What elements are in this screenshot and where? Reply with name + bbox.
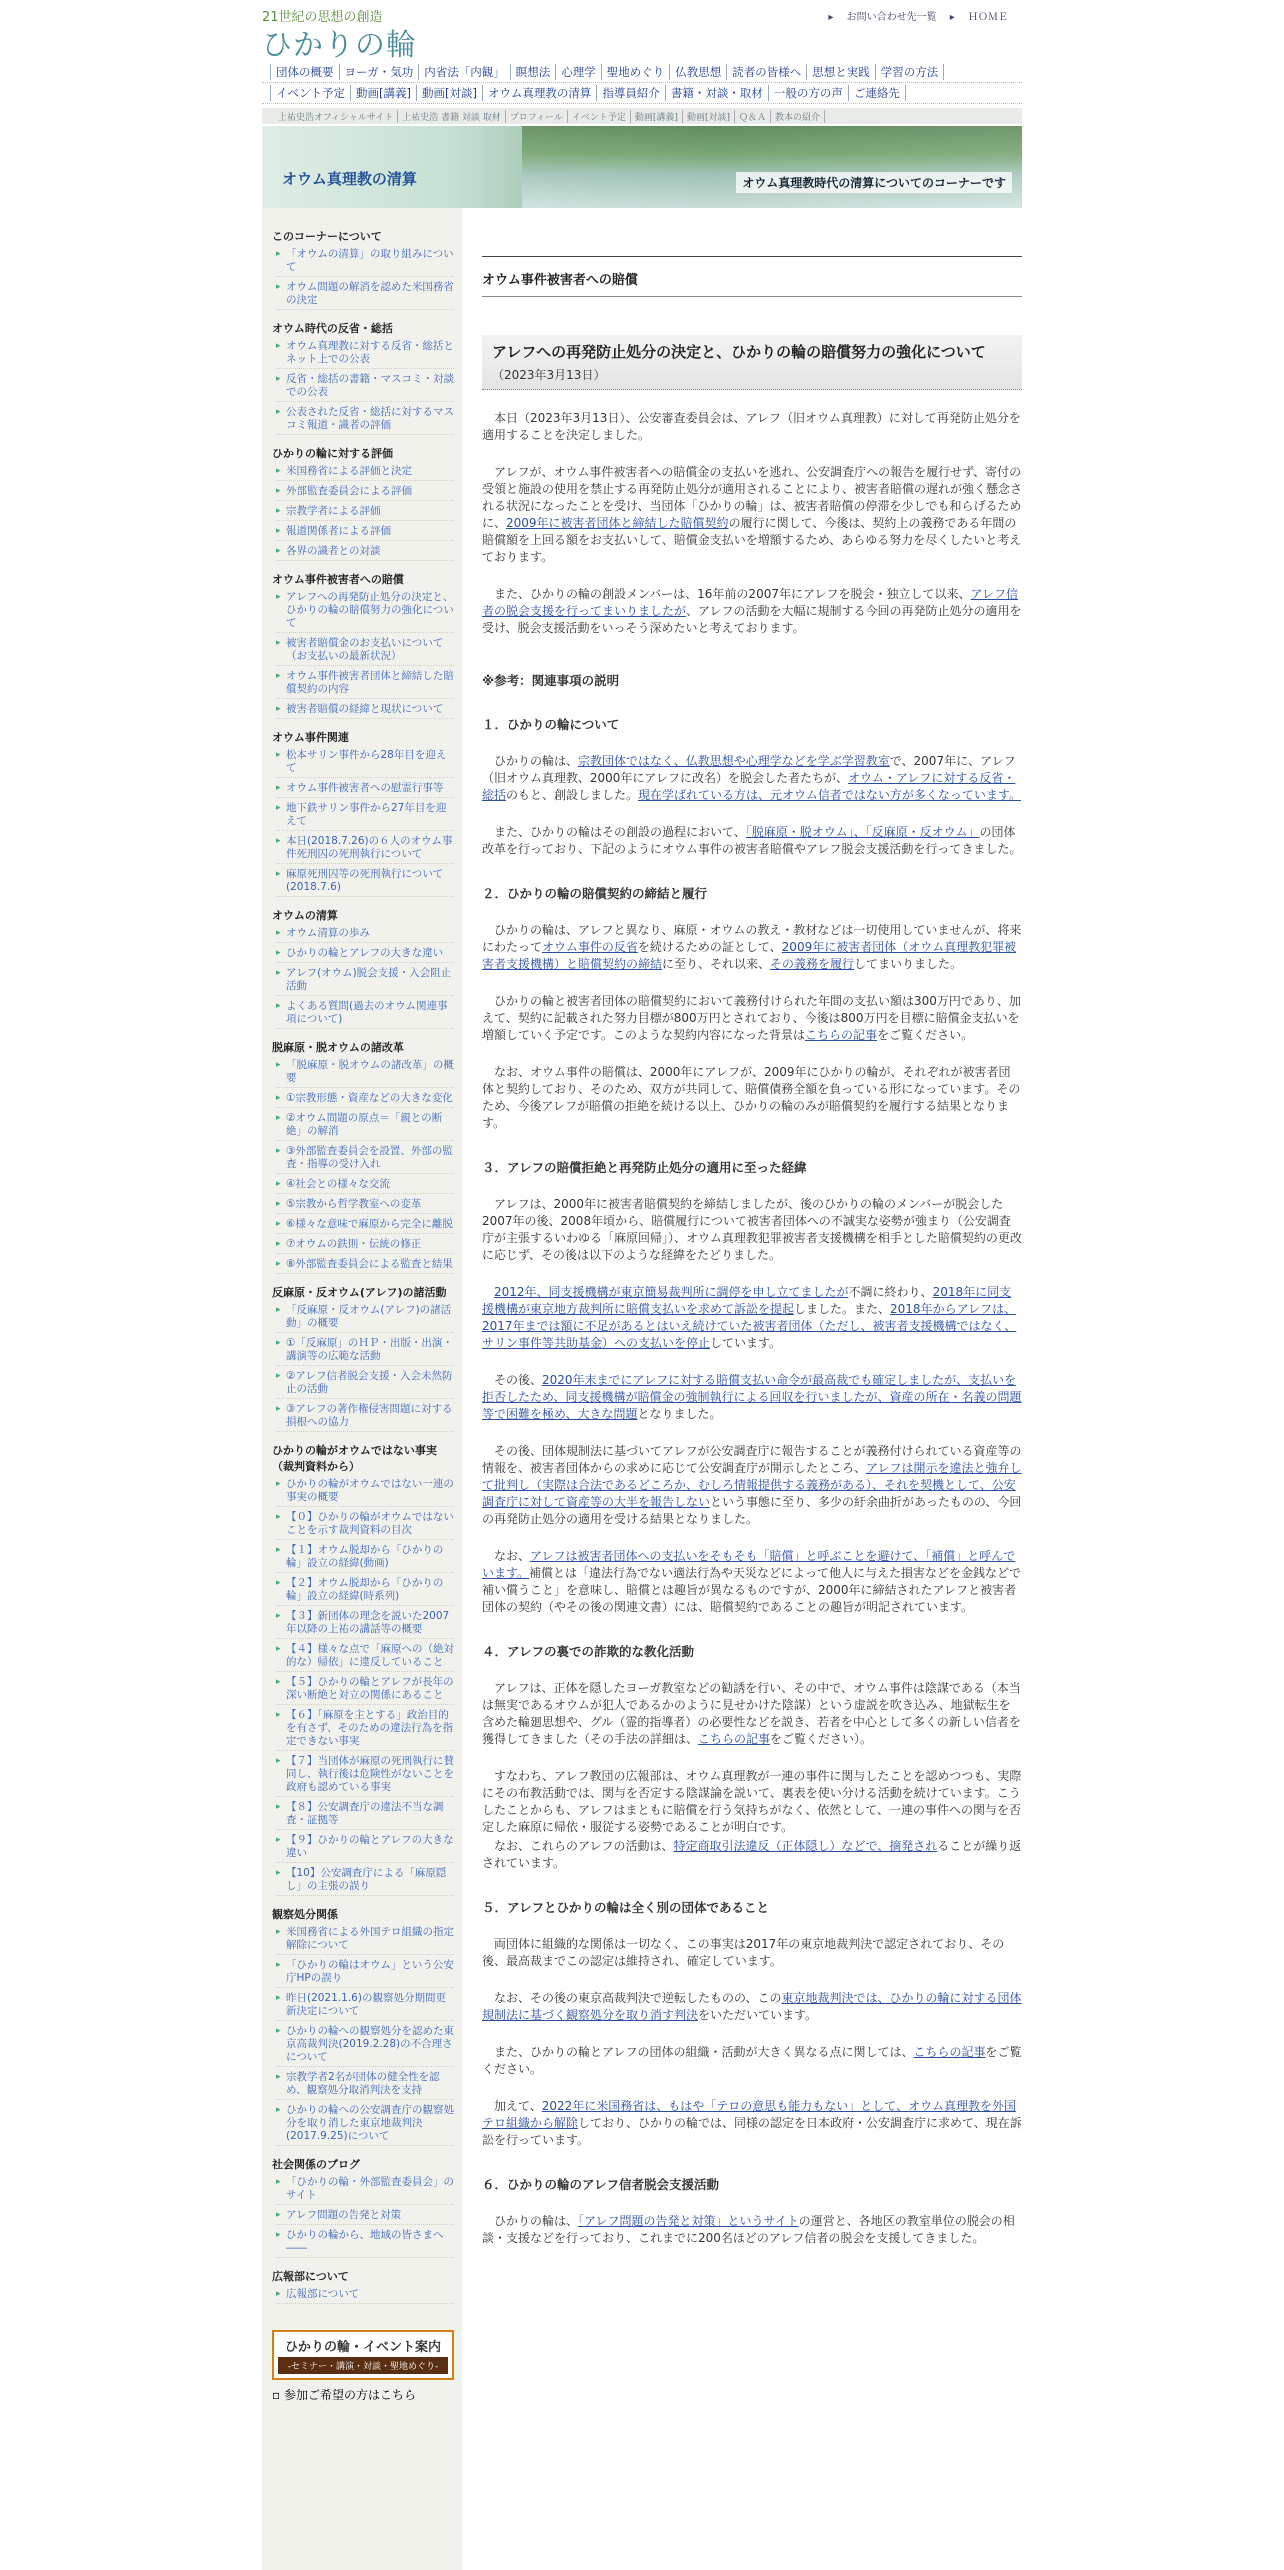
sidebar-link[interactable]: ▸ 【10】公安調査庁による「麻原隠し」の主張の誤り <box>276 1867 454 1896</box>
sidebar-heading: ひかりの輪がオウムではない事実（裁判資料から） <box>272 1444 437 1473</box>
event-box-title: ひかりの輪・イベント案内 <box>284 2340 441 2355</box>
paragraph: 2012年、同支援機構が東京簡易裁判所に調停を申し立てましたが不調に終わり、2018年に同支援機構が東京地方裁判所に賠償支払いを求めて訴訟を提起しました。また、2018年からアレフは、2017年までは額に不足があるとはいえ続けていた被害者団体（ただし、被害者支援機構ではなく、サリン事件等共助基金）への支払いを停止しています。 <box>482 1285 1017 1350</box>
article-date: （2023年3月13日） <box>492 368 606 382</box>
sidebar-link[interactable]: ▸ 米国務省による評価と決定 <box>276 465 454 481</box>
paragraph: その後、団体規制法に基づいてアレフが公安調査庁に報告することが義務付けられている資産等の情報を、被害者団体からの求めに応じて公安調査庁が開示したところ、アレフは開示を違法と強弁して批判し（実際は合法であるどころか、むしろ情報提供する義務がある）、それを契機として、公安調査庁に対して資産等の大半を報告しないという事態に至り、多少の紆余曲折があったものの、今回の再発防止処分の適用を受ける結果となりました。 <box>482 1444 1022 1526</box>
nav-item[interactable]: ご連絡先 <box>849 85 906 101</box>
subheading: ３．アレフの賠償拒絶と再発防止処分の適用に至った経緯 <box>482 1160 807 1175</box>
sidebar-link[interactable]: ▸ ③アレフの著作権侵害問題に対する損根への協力 <box>276 1403 454 1432</box>
link[interactable]: 「脱麻原・脱オウム」、「反麻原・反オウム」 <box>745 825 980 839</box>
nav-item[interactable]: 学習の方法 <box>876 64 945 80</box>
paragraph: ひかりの輪は、アレフと異なり、麻原・オウムの教え・教材などは一切使用していませんが、将来にわたってオウム事件の反省を続けるための証として、2009年に被害者団体（オウム真理教犯罪被害者支援機構）と賠償契約の締結に至り、それ以来、その義務を履行してまいりました。 <box>482 923 1022 971</box>
sidebar-link[interactable]: ▸ 「ひかりの輪・外部監査委員会」のサイト <box>276 2176 454 2205</box>
sidebar-link[interactable]: ▸ 松本サリン事件から28年目を迎えて <box>276 749 454 778</box>
banner-image <box>522 126 1022 208</box>
sidebar-link[interactable]: ▸ ⑤宗教から哲学教室への変革 <box>276 1198 454 1214</box>
sidebar-link[interactable]: ▸ 「反麻原・反オウム(アレフ)の諸活動」の概要 <box>276 1304 454 1333</box>
sidebar-link[interactable]: ▸ ひかりの輪がオウムではない一連の事実の概要 <box>276 1478 454 1507</box>
sidebar-list <box>272 749 454 897</box>
nav-item[interactable]: 聖地めぐり <box>602 64 671 80</box>
link[interactable]: 「アレフ問題の告発と対策」というサイト <box>578 2214 799 2228</box>
sidebar-link[interactable]: ▸ 米国務省による外国テロ組織の指定解除について <box>276 1926 454 1955</box>
banner <box>262 126 1022 208</box>
paragraph: アレフが、オウム事件被害者への賠償金の支払いを逃れ、公安調査庁への報告を履行せず、寄付の受領と施設の使用を禁止する再発防止処分が適用されることにより、被害者賠償の遅れが強く懸念される状況になったことを受け、当団体「ひかりの輪」は、被害者賠償の停滞を少しでも和らげるために、2009年に被害者団体と締結した賠償契約の履行に関して、今後は、契約上の義務である年間の賠償額を上回る額をお支払いして、賠償金支払いを増額するため、あらゆる努力を尽くしたいと考えております。 <box>482 465 1023 564</box>
paragraph: すなわち、アレフ教団の広報部は、オウム真理教が一連の事件に関与したことを認めつつも、実際にその布教活動では、関与を否定する陰謀論を説いて、裏表を使い分ける活動を続けています。こうしたことからも、アレフはまともに賠償を行う気持ちがなく、依然として、一連の事件への関与を否定した麻原に帰依・服従する姿勢であることが明白です。 <box>482 1769 1022 1834</box>
nav-item[interactable]: 団体の概要 <box>270 64 340 80</box>
nav-item[interactable]: ヨーガ・気功 <box>340 64 420 80</box>
subnav-item[interactable]: 動画[講義] <box>631 110 683 123</box>
sidebar-link[interactable]: ▸ オウム真理教に対する反省・総括とネット上での公表 <box>276 340 454 369</box>
link[interactable]: 2020年末までにアレフに対する賠償支払い命令が最高裁でも確定しましたが、支払いを拒否したため、同支援機構が賠償金の強制執行による回収を行いましたが、資産の所在・名義の問題等で困難を極め、大きな問題 <box>482 1373 1022 1421</box>
header <box>262 0 1022 62</box>
sidebar-link[interactable]: ▸ 被害者賠償金のお支払いについて（お支払いの最新状況） <box>276 637 454 666</box>
sidebar-link[interactable]: ▸ 広報部について <box>276 2288 454 2304</box>
sidebar-link[interactable]: ▸ オウム問題の解消を認めた米国務省の決定 <box>276 281 454 310</box>
nav-item[interactable]: 心理学 <box>556 64 602 80</box>
paragraph: アレフは、2000年に被害者賠償契約を締結しましたが、後のひかりの輪のメンバーが脱会した2007年の後、2008年頃から、賠償履行について被害者団体への不誠実な姿勢が強まり（公安調査庁が主張するいわゆる「麻原回帰」）、オウム真理教犯罪被害者支援機構を相手とした賠償契約の更改に応じず、その後は以下のような経緯をたどりました。 <box>482 1197 1022 1262</box>
contact-link[interactable]: ▸ お問い合わせ先一覧 <box>828 12 937 23</box>
link[interactable]: オウム・アレフに対する反省・総括 <box>482 771 1016 802</box>
article-title-box <box>482 335 1022 390</box>
subnav-item[interactable]: プロフィール <box>506 110 568 123</box>
logo-subtitle: 21世紀の思想の創造 <box>262 10 383 25</box>
subnav-item[interactable]: イベント予定 <box>568 110 631 123</box>
nav-item[interactable]: イベント予定 <box>270 85 351 101</box>
sidebar-link[interactable]: ▸ 「脱麻原・脱オウムの諸改革」の概要 <box>276 1059 454 1088</box>
subnav-item[interactable]: Ｑ＆Ａ <box>735 110 771 123</box>
paragraph: なお、オウム事件の賠償は、2000年にアレフが、2009年にひかりの輪が、それぞれが被害者団体と契約しており、そのため、双方が共同して、賠償債務全額を負っている形になっています。そのため、今後アレフが賠償の拒絶を続ける以上、ひかりの輪のみが賠償契約を履行する結果となります。 <box>482 1065 1021 1130</box>
sidebar-link[interactable]: ▸ アレフへの再発防止処分の決定と、ひかりの輪の賠償努力の強化について <box>276 591 454 633</box>
reference-heading: ※参考：関連事項の説明 <box>482 673 620 688</box>
paragraph: アレフは、正体を隠したヨーガ教室などの勧誘を行い、その中で、オウム事件は陰謀である（本当は無実であるオウムが犯人であるかのように見せかけた陰謀）という虚説を吹き込み、地獄転生を含めた輪廻思想や、グル（霊的指導者）の必要性などを説き、若者を中心として多くの新しい信者を獲得してきました（その手法の詳細は、こちらの記事をご覧ください）。 <box>482 1681 1021 1746</box>
sidebar-link[interactable]: ▸ 【８】公安調査庁の違法不当な調査・証拠等 <box>276 1801 454 1830</box>
sidebar-link[interactable]: ▸ 【６】「麻原を主とする」政治目的を有さず、そのための違法行為を指定できない事実 <box>276 1709 454 1751</box>
paragraph: また、ひかりの輪はその創設の過程において、「脱麻原・脱オウム」、「反麻原・反オウム」の団体改革を行っており、下記のようにオウム事件の被害者賠償やアレフ脱会支援活動を行ってきました。 <box>482 825 1022 856</box>
sidebar-list <box>272 340 454 435</box>
link[interactable]: 現在学ばれている方は、元オウム信者ではない方が多くなっています。 <box>638 788 1021 802</box>
sidebar-link[interactable]: ▸ オウム事件被害者への慰霊行事等 <box>276 782 454 798</box>
link[interactable]: アレフは開示を違法と強弁して批判し（実際は合法であるどころか、むしろ情報提供する義務がある）、それを契機として、公安調査庁に対して資産等の大半を報告しない <box>482 1461 1022 1509</box>
link[interactable]: こちらの記事 <box>805 1028 878 1042</box>
sidebar-list <box>272 248 454 310</box>
main-nav <box>262 62 1022 104</box>
sidebar-heading: 広報部について <box>272 2270 349 2283</box>
sidebar-link[interactable]: ▸ 【４】様々な点で「麻原への（絶対的な）帰依」に違反していること <box>276 1643 454 1672</box>
sidebar-list <box>272 1478 454 1896</box>
nav-item[interactable]: 動画[対談] <box>417 85 483 101</box>
sidebar-link[interactable]: ▸ 【９】ひかりの輪とアレフの大きな違い <box>276 1834 454 1863</box>
paragraph: 加えて、2022年に米国務省は、もはや「テロの意思も能力もない」として、オウム真理教を外国テロ組織から解除しており、ひかりの輪では、同様の認定を日本政府・公安調査庁に求めて、現在訴訟を行っています。 <box>482 2099 1022 2147</box>
sidebar-link[interactable]: ▸ 報道関係者による評価 <box>276 525 454 541</box>
sidebar-link[interactable]: ▸ ひかりの輪への公安調査庁の観察処分を取り消した東京地裁判決(2017.9.25)について <box>276 2104 454 2146</box>
sidebar-list <box>272 591 454 719</box>
sidebar-heading: 観察処分関係 <box>272 1908 338 1921</box>
nav-item[interactable]: 読者の皆様へ <box>727 64 807 80</box>
link[interactable]: 2018年からアレフは、2017年までは額に不足があるとはいえ続けていた被害者団体（ただし、被害者支援機構ではなく、サリン事件等共助基金）への支払いを停止 <box>482 1302 1017 1350</box>
sidebar-heading: オウムの清算 <box>272 909 338 922</box>
sidebar-link[interactable]: ▸ 外部監査委員会による評価 <box>276 485 454 501</box>
sidebar-link[interactable]: ▸ 昨日(2021.1.6)の観察処分期間更新決定について <box>276 1992 454 2021</box>
sidebar-heading: ひかりの輪に対する評価 <box>272 447 393 460</box>
subheading: ４．アレフの裏での詐欺的な教化活動 <box>482 1644 695 1659</box>
nav-item[interactable]: オウム真理教の清算 <box>483 85 597 101</box>
sidebar-list <box>272 1926 454 2146</box>
exit-support-link[interactable]: アレフ信者の脱会支援を行ってまいりましたが <box>482 587 1019 618</box>
sidebar-heading: オウム事件被害者への賠償 <box>272 573 404 586</box>
sidebar-link[interactable]: ▸ 各界の識者との対談 <box>276 545 454 561</box>
sidebar-link[interactable]: ▸ 本日(2018.7.26)の６人のオウム事件死刑囚の死刑執行について <box>276 835 454 864</box>
link[interactable]: 東京地裁判決では、ひかりの輪に対する団体規制法に基づく観察処分を取り消す判決 <box>482 1991 1022 2022</box>
sidebar-link[interactable]: ▸ 「オウムの清算」の取り組みについて <box>276 248 454 277</box>
sidebar-link[interactable]: ▸ オウム事件被害者団体と締結した賠償契約の内容 <box>276 670 454 699</box>
sidebar-link[interactable]: ▸ 反省・総括の書籍・マスコミ・対談での公表 <box>276 373 454 402</box>
sidebar-link[interactable]: ▸ ①宗教形態・資産などの大きな変化 <box>276 1092 454 1108</box>
sidebar-heading: このコーナーについて <box>272 230 382 243</box>
event-box[interactable] <box>272 2330 454 2380</box>
sidebar-link[interactable]: ▸ ①「反麻原」のＨＰ・出版・出演・講演等の広範な活動 <box>276 1337 454 1366</box>
paragraph: 両団体に組織的な関係は一切なく、この事実は2017年の東京地裁判決で認定されており、その後、最高裁までこの認定は維持され、確定しています。 <box>482 1937 1005 1968</box>
link[interactable]: アレフは被害者団体への支払いをそもそも「賠償」と呼ぶことを避けて、「補償」と呼んでいます。 <box>482 1549 1016 1580</box>
sidebar-link[interactable]: ▸ 宗教学者2名が団体の健全性を認め、観察処分取消判決を支持 <box>276 2071 454 2100</box>
sub-nav <box>262 108 1022 124</box>
sidebar-link[interactable]: ▸ ②オウム問題の原点＝「親との断絶」の解消 <box>276 1112 454 1141</box>
link[interactable]: こちらの記事 <box>698 1732 771 1746</box>
subheading: ５．アレフとひかりの輪は全く別の団体であること <box>482 1900 770 1915</box>
nav-item[interactable]: 指導員紹介 <box>597 85 666 101</box>
sidebar-link[interactable]: ▸ アレフ(オウム)脱会支援・入会阻止活動 <box>276 967 454 996</box>
sidebar-link[interactable]: ▸ 【２】オウム脱却から「ひかりの輪」設立の経緯(時系列) <box>276 1577 454 1606</box>
sidebar-link[interactable]: ▸ 公表された反省・総括に対するマスコミ報道・識者の評価 <box>276 406 454 435</box>
nav-item[interactable]: 動画[講義] <box>351 85 417 101</box>
sidebar-link[interactable]: ▸ 【５】ひかりの輪とアレフが長年の深い断絶と対立の関係にあること <box>276 1676 454 1705</box>
paragraph: 本日（2023年3月13日）、公安審査委員会は、アレフ（旧オウム真理教）に対して再発防止処分を適用することを決定しました。 <box>482 411 1021 442</box>
sidebar-link[interactable]: ▸ 宗教学者による評価 <box>276 505 454 521</box>
paragraph: なお、これらのアレフの活動は、特定商取引法違反（正体隠し）などで、摘発されることが繰り返されています。 <box>482 1839 1022 1870</box>
sidebar <box>262 208 462 2570</box>
sidebar-link[interactable]: ▸ 被害者賠償の経緯と現状について <box>276 703 454 719</box>
article-title: アレフへの再発防止処分の決定と、ひかりの輪の賠償努力の強化について <box>492 343 986 361</box>
link[interactable]: 2018年に同支援機構が東京地方裁判所に賠償支払いを求めて訴訟を提起 <box>482 1285 1012 1316</box>
nav-item[interactable]: 書籍・対談・取材 <box>666 85 769 101</box>
sidebar-list <box>272 1059 454 1274</box>
sidebar-link[interactable]: ▸ ②アレフ信者脱会支援・入会未然防止の活動 <box>276 1370 454 1399</box>
nav-item[interactable]: 内省法「内観」 <box>419 64 511 80</box>
page <box>262 0 1022 2570</box>
paragraph: なお、アレフは被害者団体への支払いをそもそも「賠償」と呼ぶことを避けて、「補償」と呼んでいます。補償とは「違法行為でない適法行為や天災などによって他人に与えた損害などを金銭などで補い償うこと」を意味し、賠償とは趣旨が異なるものですが、2000年に締結されたアレフと被害者団体の契約（やその後の関連文書）には、賠償契約であることの趣旨が明記されています。 <box>482 1549 1022 1614</box>
main-content <box>462 208 1022 2570</box>
paragraph: なお、その後の東京高裁判決で逆転したものの、この東京地裁判決では、ひかりの輪に対する団体規制法に基づく観察処分を取り消す判決をいただいています。 <box>482 1991 1022 2022</box>
link[interactable]: 2022年に米国務省は、もはや「テロの意思も能力もない」として、オウム真理教を外国テロ組織から解除 <box>482 2099 1016 2130</box>
paragraph: その後、2020年末までにアレフに対する賠償支払い命令が最高裁でも確定しましたが、支払いを拒否したため、同支援機構が賠償金の強制執行による回収を行いましたが、資産の所在・名義の問題等で困難を極め、大きな問題となりました。 <box>482 1373 1022 1421</box>
sidebar-list <box>272 2176 454 2258</box>
event-join-link[interactable]: ▫ 参加ご希望の方はこちら <box>272 2388 416 2402</box>
nav-row-2 <box>262 83 1022 104</box>
sidebar-heading: オウム時代の反省・総括 <box>272 322 393 335</box>
paragraph: また、ひかりの輪とアレフの団体の組織・活動が大きく異なる点に関しては、こちらの記事をご覧ください。 <box>482 2045 1022 2076</box>
sidebar-link[interactable]: ▸ ひかりの輪から、地域の皆さまへ―― <box>276 2229 454 2258</box>
link[interactable]: その義務を履行 <box>770 957 855 971</box>
section-heading: オウム事件被害者への賠償 <box>482 256 1022 297</box>
link[interactable]: 2012年、同支援機構が東京簡易裁判所に調停を申し立てましたが <box>494 1285 849 1299</box>
sidebar-link[interactable]: ▸ よくある質問(過去のオウム関連事項について) <box>276 1000 454 1029</box>
sidebar-list <box>272 1304 454 1432</box>
sidebar-link[interactable]: ▸ アレフ問題の告発と対策 <box>276 2209 454 2225</box>
sidebar-link[interactable]: ▸ ⑧外部監査委員会による監査と結果 <box>276 1258 454 1274</box>
subnav-item[interactable]: 教本の紹介 <box>771 110 825 123</box>
banner-title: オウム真理教の清算 <box>282 170 417 188</box>
nav-item[interactable]: 仏教思想 <box>670 64 727 80</box>
sidebar-link[interactable]: ▸ 【０】ひかりの輪がオウムではないことを示す裁判資料の目次 <box>276 1511 454 1540</box>
paragraph: ひかりの輪は、宗教団体ではなく、仏教思想や心理学などを学ぶ学習教室で、2007年に、アレフ（旧オウム真理教、2000年にアレフに改名）を脱会した者たちが、オウム・アレフに対する反省・総括のもと、創設しました。現在学ばれている方は、元オウム信者ではない方が多くなっています。 <box>482 754 1021 802</box>
link[interactable]: 2009年に被害者団体（オウム真理教犯罪被害者支援機構）と賠償契約の締結 <box>482 940 1017 971</box>
paragraph: ひかりの輪は、「アレフ問題の告発と対策」というサイトの運営と、各地区の教室単位の脱会の相談・支援などを行っており、これまでに200名ほどのアレフ信者の脱会を支援してきました。 <box>482 2214 1015 2245</box>
nav-item[interactable]: 一般の方の声 <box>769 85 849 101</box>
logo[interactable]: ひかりの輪 <box>262 28 417 63</box>
contract-link[interactable]: 2009年に被害者団体と締結した賠償契約 <box>506 516 729 530</box>
subnav-item[interactable]: 動画[対談] <box>683 110 735 123</box>
paragraph: また、ひかりの輪の創設メンバーは、16年前の2007年にアレフを脱会・独立して以来、アレフ信者の脱会支援を行ってまいりましたが、アレフの活動を大幅に規制する今回の再発防止処分の適用を受け、脱会支援活動をいっそう深めたいと考えております。 <box>482 587 1022 635</box>
sidebar-heading: 反麻原・反オウム(アレフ)の諸活動 <box>272 1286 447 1299</box>
paragraph: ひかりの輪と被害者団体の賠償契約において義務付けられた年間の支払い額は300万円であり、加えて、契約に記載された努力目標が800万円とされており、今後は800万円を目標に賠償金支払いを増額していく予定です。このような契約内容になった背景はこちらの記事をご覧ください。 <box>482 994 1021 1042</box>
sidebar-link[interactable]: ▸ 「ひかりの輪はオウム」という公安庁HPの誤り <box>276 1959 454 1988</box>
sidebar-list <box>272 2288 454 2304</box>
link[interactable]: 宗教団体ではなく、仏教思想や心理学などを学ぶ学習教室 <box>578 754 890 768</box>
sidebar-link[interactable]: ▸ オウム清算の歩み <box>276 927 454 943</box>
event-box-subtitle: -セミナー・講演・対談・聖地めぐり- <box>278 2357 448 2374</box>
subnav-item[interactable]: 上祐史浩オフィシャルサイト <box>274 110 398 123</box>
sidebar-heading: オウム事件関連 <box>272 731 349 744</box>
subnav-item[interactable]: 上祐史浩 書籍 対談 取材 <box>398 110 506 123</box>
link[interactable]: オウム事件の反省 <box>542 940 638 954</box>
sidebar-heading: 社会関係のブログ <box>272 2158 360 2171</box>
sidebar-link[interactable]: ▸ 麻原死刑囚等の死刑執行について(2018.7.6) <box>276 868 454 897</box>
nav-row-1 <box>262 62 1022 83</box>
banner-tagline: オウム真理教時代の清算についてのコーナーです <box>736 172 1012 193</box>
nav-item[interactable]: 思想と実践 <box>807 64 876 80</box>
subheading: １．ひかりの輪について <box>482 717 620 732</box>
subheading: ６．ひかりの輪のアレフ信者脱会支援活動 <box>482 2177 720 2192</box>
top-links <box>818 8 1008 23</box>
sidebar-link[interactable]: ▸ ひかりの輪への観察処分を認めた東京高裁判決(2019.2.28)の不合理さについて <box>276 2025 454 2067</box>
sidebar-heading: 脱麻原・脱オウムの諸改革 <box>272 1041 404 1054</box>
sidebar-link[interactable]: ▸ 【１】オウム脱却から「ひかりの輪」設立の経緯(動画) <box>276 1544 454 1573</box>
home-link[interactable]: ▸ ＨＯＭＥ <box>949 12 1008 23</box>
sidebar-link[interactable]: ▸ 地下鉄サリン事件から27年目を迎えて <box>276 802 454 831</box>
sidebar-link[interactable]: ▸ ⑥様々な意味で麻原から完全に離脱 <box>276 1218 454 1234</box>
sidebar-link[interactable]: ▸ 【３】新団体の理念を説いた2007年以降の上祐の講話等の概要 <box>276 1610 454 1639</box>
sidebar-link[interactable]: ▸ 【７】当団体が麻原の死刑執行に賛同し、執行後は危険性がないことを政府も認めている事実 <box>276 1755 454 1797</box>
sidebar-link[interactable]: ▸ ④社会との様々な交流 <box>276 1178 454 1194</box>
sidebar-list <box>272 465 454 561</box>
subheading: ２．ひかりの輪の賠償契約の締結と履行 <box>482 886 708 901</box>
sidebar-link[interactable]: ▸ ③外部監査委員会を設置、外部の監査・指導の受け入れ <box>276 1145 454 1174</box>
sidebar-list <box>272 927 454 1029</box>
nav-item[interactable]: 瞑想法 <box>511 64 557 80</box>
link[interactable]: 特定商取引法違反（正体隠し）などで、摘発され <box>673 1839 938 1853</box>
sidebar-link[interactable]: ▸ ⑦オウムの鉄則・伝統の修正 <box>276 1238 454 1254</box>
sidebar-link[interactable]: ▸ ひかりの輪とアレフの大きな違い <box>276 947 454 963</box>
link[interactable]: こちらの記事 <box>913 2045 986 2059</box>
